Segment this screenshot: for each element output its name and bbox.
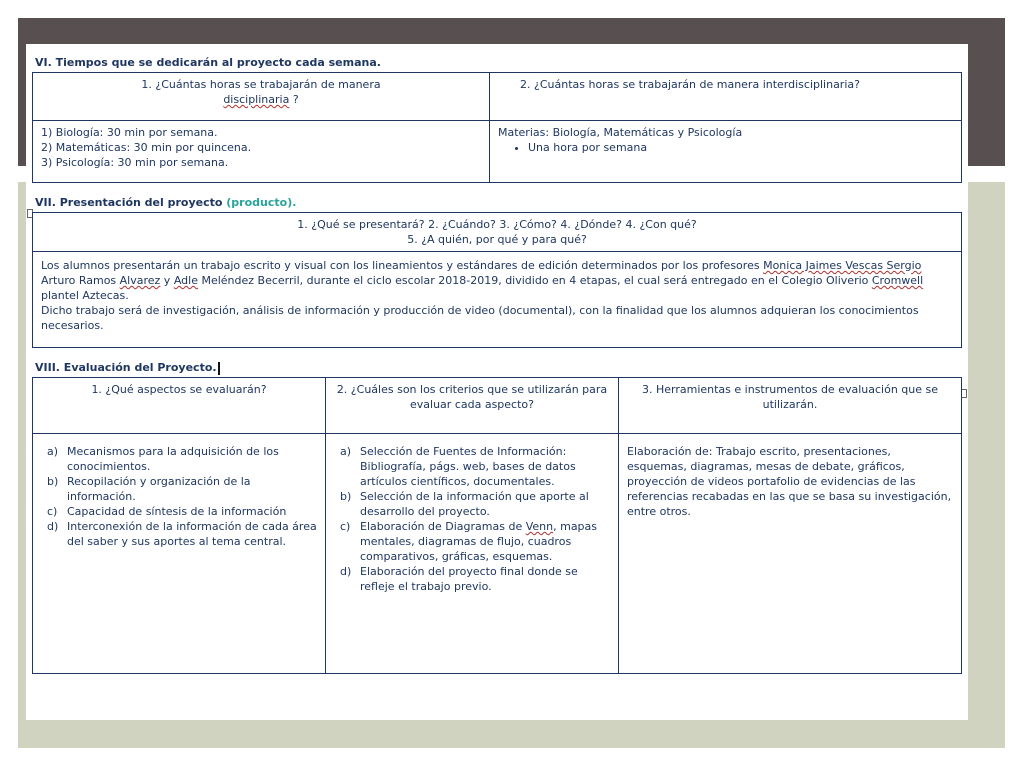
header-text: 1. ¿Cuántas horas se trabajarán de manera (141, 78, 381, 91)
presentation-description (33, 252, 962, 348)
questions-line: 5. ¿A quién, por qué y para qué? (407, 233, 587, 246)
flagged-word: Monica Jaimes Vescas Sergio (763, 259, 922, 272)
hours-line: 1) Biología: 30 min por semana. (41, 126, 218, 139)
section-7-title (31, 195, 963, 210)
hours-line: 2) Matemáticas: 30 min por quincena. (41, 141, 252, 154)
presentation-paragraph-2: Dicho trabajo será de investigación, análisis de información y producción de video (documental), con la finalidad que los alumnos adquieran los conocimientos necesarios. (41, 304, 919, 332)
presentation-questions (33, 213, 962, 252)
hours-line: 3) Psicología: 30 min por semana. (41, 156, 229, 169)
header-text-end: ? (289, 93, 299, 106)
criteria-header: 2. ¿Cuáles son los criterios que se utilizarán para evaluar cada aspecto? (326, 378, 619, 434)
flagged-word: Adle (173, 274, 198, 287)
flagged-word: Venn (525, 520, 554, 533)
criteria-item: a) Selección de Fuentes de Información: Bibliografía, págs. web, bases de datos artículos científicos, documentales. (340, 445, 576, 488)
section-8-title-text: VIII. Evaluación del Proyecto. (35, 361, 217, 374)
aspect-item: b) Recopilación y organización de la información. (47, 475, 251, 503)
presentation-paragraph: Los alumnos presentarán un trabajo escrito y visual con los lineamientos y estándares de edición determinados por los profesores Monica Jaimes Vescas Sergio Arturo Ramos Alvarez y Adle Meléndez Becerril, durante el ciclo escolar 2018-2019, dividido en 4 etapas, el cual será entregado en el Colegio Oliverio Cromwell plantel Aztecas. (41, 259, 924, 302)
flagged-word: Alvarez (119, 274, 161, 287)
interdisciplinary-hours-cell (490, 121, 962, 183)
disciplinary-hours-header (33, 73, 490, 121)
aspect-item: a) Mecanismos para la adquisición de los conocimientos. (47, 445, 279, 473)
presentation-table (32, 212, 962, 348)
section-8-title (31, 360, 963, 375)
criteria-cell (326, 434, 619, 674)
header-text-flagged: disciplinaria (223, 93, 290, 106)
criteria-item: b) Selección de la información que aporte al desarrollo del proyecto. (340, 490, 589, 518)
section-6-title: VI. Tiempos que se dedicarán al proyecto cada semana. (35, 56, 381, 69)
section-7-title-text: VII. Presentación del proyecto (35, 196, 227, 209)
interdisciplinary-hours-header: 2. ¿Cuántas horas se trabajarán de manera interdisciplinaria? (490, 73, 962, 121)
subjects-line: Materias: Biología, Matemáticas y Psicología (498, 126, 743, 139)
disciplinary-hours-cell (33, 121, 490, 183)
flagged-word: Cromwell (871, 274, 924, 287)
evaluation-table (32, 377, 962, 674)
criteria-item: c) Elaboración de Diagramas de Venn, mapas mentales, diagramas de flujo, cuadros comparativos, gráficas, esquemas. (340, 520, 598, 563)
document-content (31, 47, 963, 674)
aspect-item: d) Interconexión de la información de cada área del saber y sus aportes al tema central. (47, 520, 317, 548)
section-7-title-accent: (producto). (226, 196, 297, 209)
hours-bullet: • Una hora por semana (528, 140, 953, 155)
criteria-item: d) Elaboración del proyecto final donde se refleje el trabajo previo. (340, 565, 578, 593)
questions-line: 1. ¿Qué se presentará? 2. ¿Cuándo? 3. ¿Cómo? 4. ¿Dónde? 4. ¿Con qué? (297, 218, 697, 231)
aspects-cell (33, 434, 326, 674)
text-cursor (218, 362, 220, 375)
time-table (32, 72, 962, 183)
tools-cell: Elaboración de: Trabajo escrito, presentaciones, esquemas, diagramas, mesas de debate, gráficos, proyección de videos portafolio de evidencias de las referencias recabadas en las que se basa su investigación, entre otros. (619, 434, 962, 674)
aspect-item: c) Capacidad de síntesis de la información (47, 505, 287, 518)
tools-header: 3. Herramientas e instrumentos de evaluación que se utilizarán. (619, 378, 962, 434)
aspects-header: 1. ¿Qué aspectos se evaluarán? (33, 378, 326, 434)
